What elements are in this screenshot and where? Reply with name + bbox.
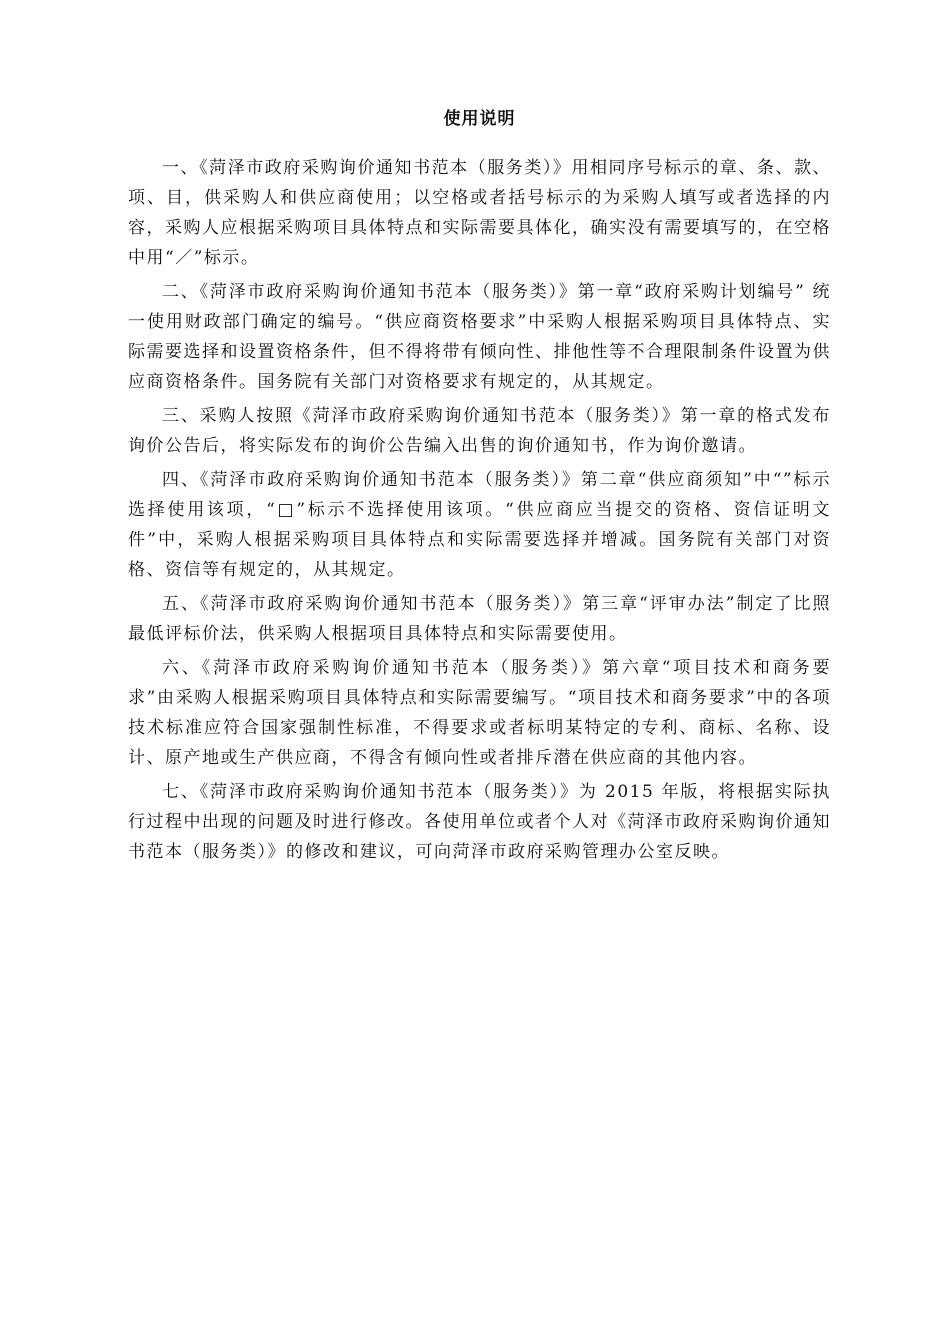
paragraph-5: 五、《菏泽市政府采购询价通知书范本（服务类）》第三章“评审办法”制定了比照最低评标价法，供采购人根据项目具体特点和实际需要使用。 — [128, 594, 831, 644]
paragraph-1: 一、《菏泽市政府采购询价通知书范本（服务类）》用相同序号标示的章、条、款、项、目，供采购人和供应商使用；以空格或者括号标示的为采购人填写或者选择的内容，采购人应根据采购项目具体特点和实际需要具体化，确实没有需要填写的，在空格中用“／”标示。 — [128, 158, 831, 268]
paragraph-7: 七、《菏泽市政府采购询价通知书范本（服务类）》为 2015 年版，将根据实际执行过程中出现的问题及时进行修改。各使用单位或者个人对《菏泽市政府采购询价通知书范本（服务类）》的修改和建议，可向菏泽市政府采购管理办公室反映。 — [128, 782, 831, 862]
paragraph-2: 二、《菏泽市政府采购询价通知书范本（服务类）》第一章“政府采购计划编号” 统一使用财政部门确定的编号。“供应商资格要求”中采购人根据采购项目具体特点、实际需要选择和设置资格条件，但不得将带有倾向性、排他性等不合理限制条件设置为供应商资格条件。国务院有关部门对资格要求有规定的，从其规定。 — [128, 282, 831, 392]
paragraph-4: 四、《菏泽市政府采购询价通知书范本（服务类）》第二章“供应商须知”中“”标示选择使用该项，“□”标示不选择使用该项。“供应商应当提交的资格、资信证明文件”中，采购人根据采购项目具体特点和实际需要选择并增减。国务院有关部门对资格、资信等有规定的，从其规定。 — [128, 470, 831, 580]
document-title: 使用说明 — [443, 109, 516, 129]
paragraph-3: 三、采购人按照《菏泽市政府采购询价通知书范本（服务类）》第一章的格式发布询价公告后，将实际发布的询价公告编入出售的询价通知书，作为询价邀请。 — [128, 406, 831, 456]
document-page — [128, 105, 831, 871]
paragraph-6: 六、《菏泽市政府采购询价通知书范本（服务类）》第六章“项目技术和商务要求”由采购人根据采购项目具体特点和实际需要编写。“项目技术和商务要求”中的各项技术标准应符合国家强制性标准，不得要求或者标明某特定的专利、商标、名称、设计、原产地或生产供应商，不得含有倾向性或者排斥潜在供应商的其他内容。 — [128, 658, 831, 768]
